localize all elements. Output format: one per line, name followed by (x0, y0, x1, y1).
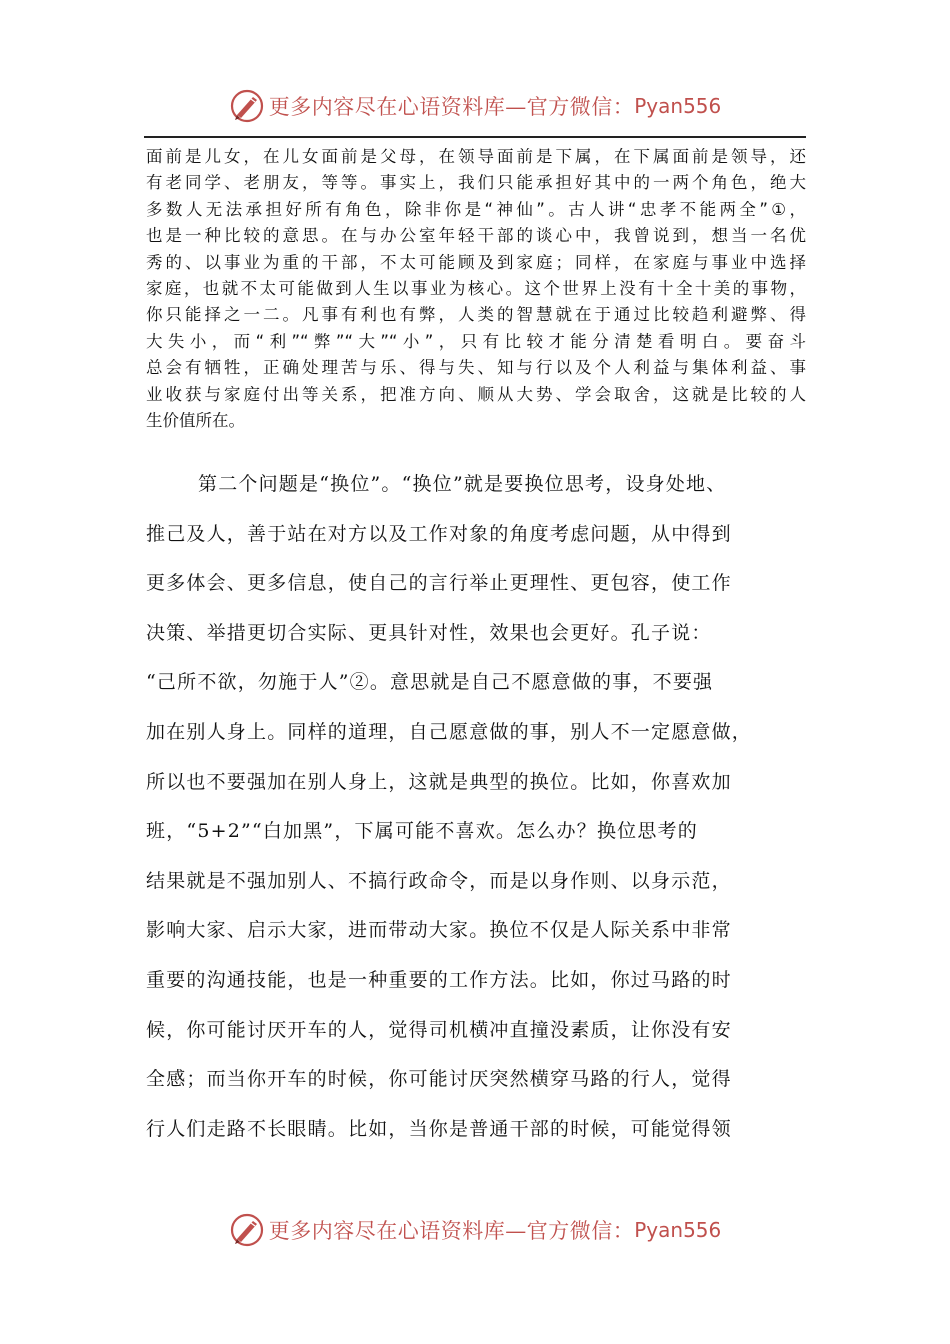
banner-text: 更多内容尽在心语资料库—官方微信： (268, 95, 635, 119)
paragraph-comparison (146, 144, 806, 434)
header-banner (0, 86, 950, 126)
text-line: 行人们走路不长眼睛。比如，当你是普通干部的时候，可能觉得领 (146, 1117, 732, 1140)
text-line: 业收获与家庭付出等关系，把准方向、顺从大势、学会取舍，这就是比较的人 (146, 384, 806, 404)
footer-banner (0, 1210, 950, 1250)
text-line: 第二个问题是“换位”。“换位”就是要换位思考，设身处地、 (198, 473, 727, 495)
paragraph-empathy (146, 460, 826, 1154)
text-line: 面前是儿女，在儿女面前是父母，在领导面前是下属，在下属面前是领导，还 (146, 147, 806, 166)
text-line: 生价值所在。 (146, 411, 245, 431)
text-line: 推己及人，善于站在对方以及工作对象的角度考虑问题，从中得到 (146, 522, 732, 545)
wechat-id: Pyan556 (634, 94, 722, 118)
text-line: 所以也不要强加在别人身上，这就是典型的换位。比如，你喜欢加 (146, 770, 732, 793)
text-line: 大失小，而“利”“弊”“大”“小”，只有比较才能分清楚看明白。要奋斗 (146, 331, 806, 351)
text-line: 候，你可能讨厌开车的人，觉得司机横冲直撞没素质，让你没有安 (146, 1018, 732, 1041)
text-line: 决策、举措更切合实际、更具针对性，效果也会更好。孔子说： (146, 621, 712, 644)
wechat-id: Pyan556 (634, 1218, 722, 1242)
text-line: 班，“5+2”“白加黑”，下属可能不喜欢。怎么办？换位思考的 (146, 820, 698, 843)
text-line: 多数人无法承担好所有角色，除非你是“神仙”。古人讲“忠孝不能两全”①， (146, 199, 806, 219)
text-line: 家庭，也就不太可能做到人生以事业为核心。这个世界上没有十全十美的事物， (146, 279, 806, 299)
text-line: 结果就是不强加别人、不搞行政命令，而是以身作则、以身示范， (146, 869, 732, 892)
text-line: 也是一种比较的意思。在与办公室年轻干部的谈心中，我曾说到，想当一名优 (146, 226, 806, 246)
pen-logo-icon (229, 88, 265, 124)
text-line: 总会有牺牲，正确处理苦与乐、得与失、知与行以及个人利益与集体利益、事 (146, 358, 806, 378)
pen-logo-icon (229, 1212, 265, 1248)
text-line: 有老同学、老朋友，等等。事实上，我们只能承担好其中的一两个角色，绝大 (146, 173, 806, 193)
text-line: 更多体会、更多信息，使自己的言行举止更理性、更包容，使工作 (146, 572, 732, 595)
text-line: 影响大家、启示大家，进而带动大家。换位不仅是人际关系中非常 (146, 919, 732, 942)
header-rule (144, 136, 806, 138)
text-line: 加在别人身上。同样的道理，自己愿意做的事，别人不一定愿意做， (146, 720, 753, 743)
text-line: “己所不欲，勿施于人”②。意思就是自己不愿意做的事，不要强 (146, 671, 714, 694)
text-line: 重要的沟通技能，也是一种重要的工作方法。比如，你过马路的时 (146, 968, 732, 991)
text-line: 秀的、以事业为重的干部，不太可能顾及到家庭；同样，在家庭与事业中选择 (146, 252, 806, 272)
text-line: 你只能择之一二。凡事有利也有弊，人类的智慧就在于通过比较趋利避弊、得 (146, 305, 806, 325)
banner-text: 更多内容尽在心语资料库—官方微信： (268, 1219, 635, 1243)
text-line: 全感；而当你开车的时候，你可能讨厌突然横穿马路的行人，觉得 (146, 1068, 732, 1091)
